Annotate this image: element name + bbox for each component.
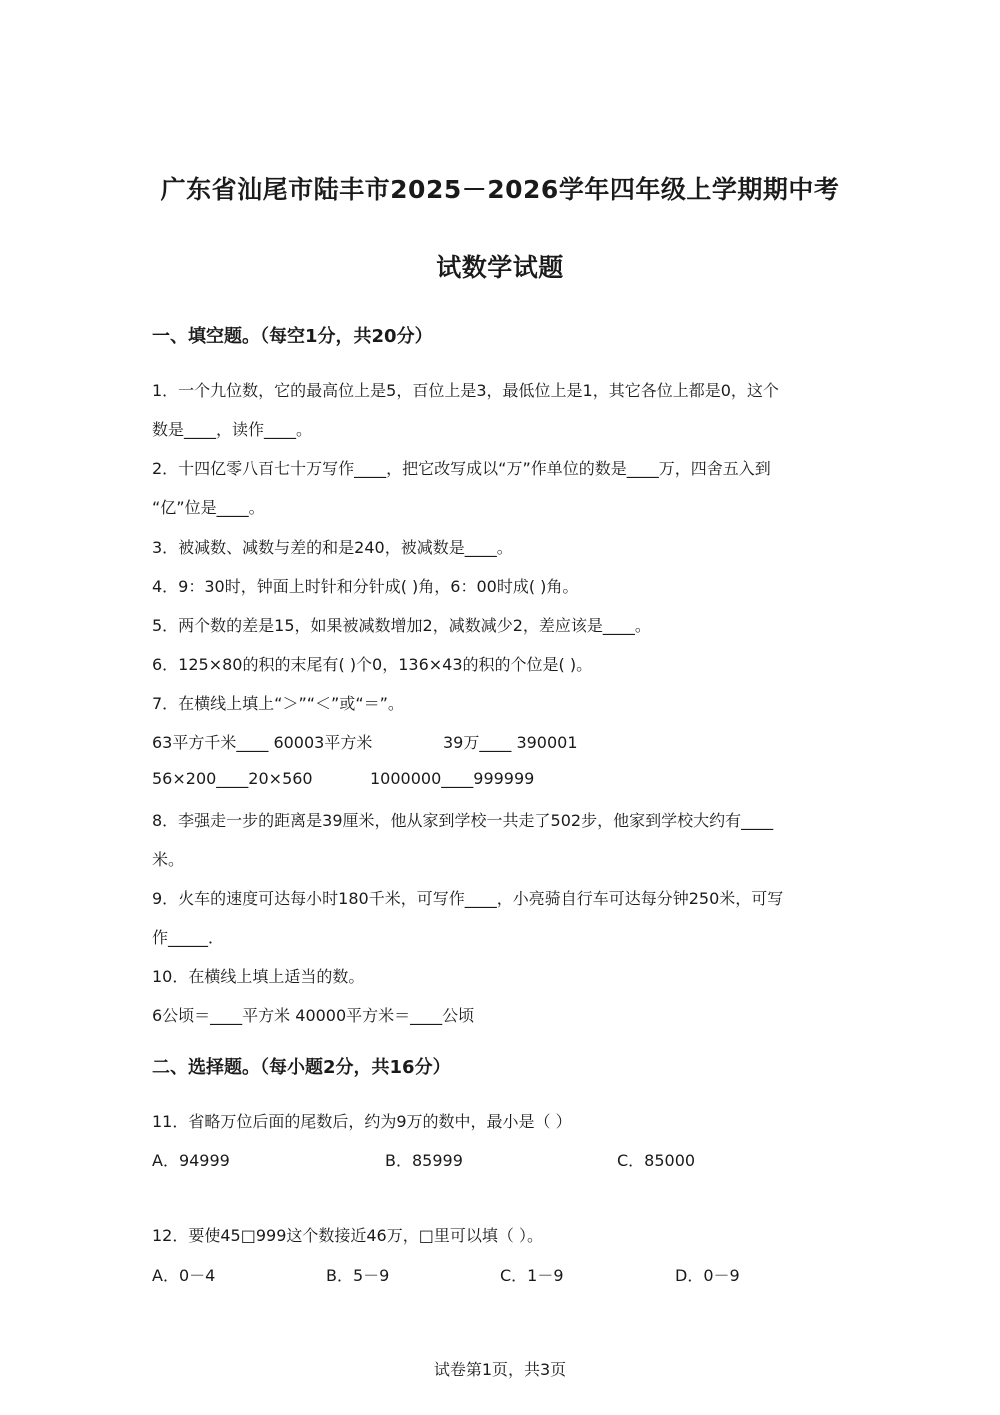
question-11-option-a: A．94999: [152, 1151, 230, 1170]
section-heading-multiple-choice: 二、选择题。（每小题2分，共16分）: [152, 1057, 451, 1078]
question-8-line-1: 8．李强走一步的距离是39厘米，他从家到学校一共走了502步，他家到学校大约有____: [152, 811, 774, 830]
question-11: 11．省略万位后面的尾数后，约为9万的数中，最小是（ ）: [152, 1112, 572, 1131]
question-2-line-2: “亿”位是____。: [152, 498, 265, 517]
question-10-items: 6公顷＝____平方米 40000平方米＝____公顷: [152, 1006, 475, 1025]
question-7-item-d: 1000000____999999: [370, 769, 535, 788]
question-7-item-b: 39万____ 390001: [443, 733, 578, 752]
page-title-line1: 广东省汕尾市陆丰市2025－2026学年四年级上学期期中考: [160, 175, 840, 204]
section-heading-fill-blank: 一、填空题。（每空1分，共20分）: [152, 326, 433, 347]
question-5: 5．两个数的差是15，如果被减数增加2，减数减少2，差应该是____。: [152, 616, 651, 635]
question-1-line-2: 数是____，读作____。: [152, 420, 313, 439]
question-10-prompt: 10．在横线上填上适当的数。: [152, 967, 365, 986]
page-footer: 试卷第1页，共3页: [433, 1360, 567, 1379]
question-7-item-a: 63平方千米____ 60003平方米: [152, 733, 373, 752]
question-9-line-2: 作_____．: [152, 928, 225, 947]
question-7-prompt: 7．在横线上填上“＞”“＜”或“＝”。: [152, 694, 404, 713]
question-11-option-c: C．85000: [617, 1151, 696, 1170]
question-12-option-c: C．1－9: [500, 1266, 564, 1285]
question-6: 6．125×80的积的末尾有( )个0，136×43的积的个位是( )。: [152, 655, 593, 674]
question-12-option-a: A．0－4: [152, 1266, 216, 1285]
question-1-line-1: 1．一个九位数，它的最高位上是5，百位上是3，最低位上是1，其它各位上都是0，这个: [152, 381, 779, 400]
question-12: 12．要使45□999这个数接近46万，□里可以填（ ）。: [152, 1226, 543, 1245]
question-11-option-b: B．85999: [385, 1151, 463, 1170]
question-9-line-1: 9．火车的速度可达每小时180千米，可写作____，小亮骑自行车可达每分钟250米，可写: [152, 889, 784, 908]
question-7-item-c: 56×200____20×560: [152, 769, 313, 788]
question-8-line-2: 米。: [152, 850, 185, 869]
question-12-option-b: B．5－9: [326, 1266, 390, 1285]
question-3: 3．被减数、减数与差的和是240，被减数是____。: [152, 538, 513, 557]
page-title-line2: 试数学试题: [436, 253, 564, 282]
question-4: 4．9：30时，钟面上时针和分针成( )角，6：00时成( )角。: [152, 577, 579, 596]
question-2-line-1: 2．十四亿零八百七十万写作____，把它改写成以“万”作单位的数是____万，四舍五入到: [152, 459, 771, 478]
question-12-option-d: D．0－9: [675, 1266, 740, 1285]
